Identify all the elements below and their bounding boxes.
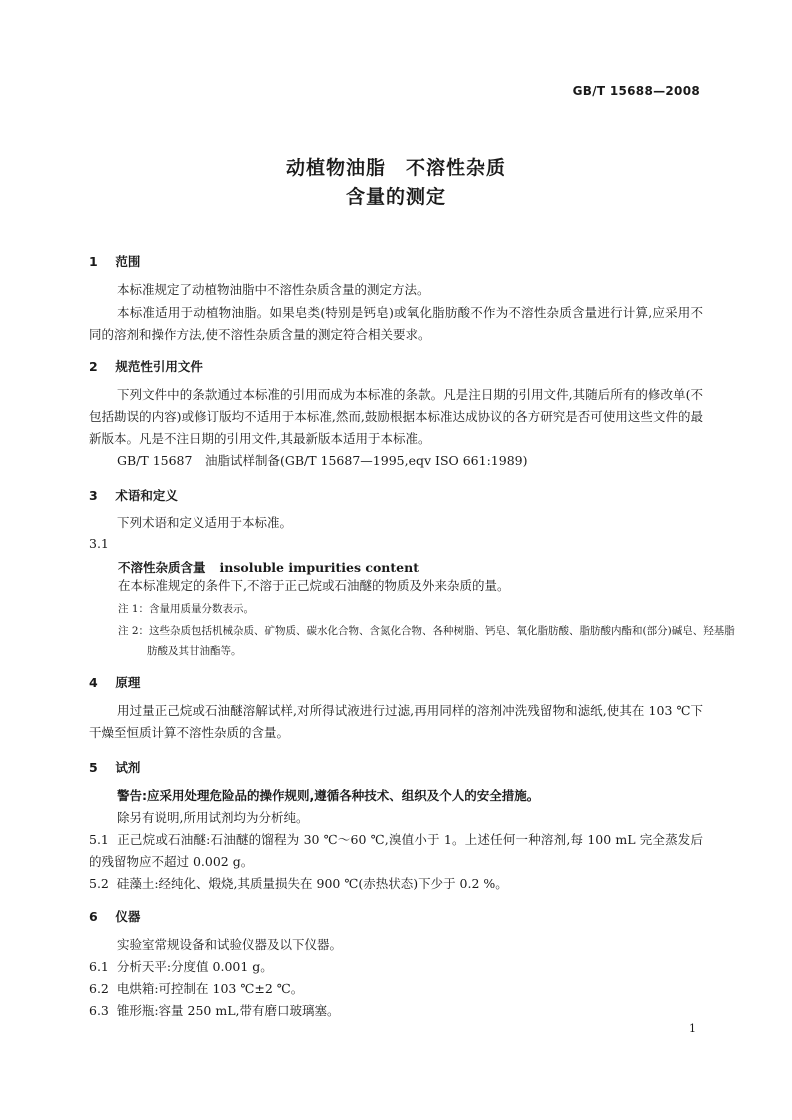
term-entry <box>118 558 419 576</box>
item-number: 5.1 <box>89 832 109 847</box>
section-number: 4 <box>89 675 98 690</box>
section-title: 试剂 <box>115 760 141 775</box>
item-number: 6.3 <box>89 1003 109 1018</box>
item-number: 6.2 <box>89 981 109 996</box>
section-number: 3 <box>89 488 98 503</box>
document-title-line1: 动植物油脂 不溶性杂质 <box>285 157 506 179</box>
item-text: 电烘箱:可控制在 103 ℃±2 ℃。 <box>116 981 304 996</box>
reagent-item-5-2 <box>89 873 703 895</box>
paragraph: 用过量正己烷或石油醚溶解试样,对所得试液进行过滤,再用同样的溶剂冲洗残留物和滤纸,使其在 103 ℃下干燥至恒质计算不溶性杂质的含量。 <box>89 703 703 740</box>
note-1: 注 1：含量用质量分数表示。 <box>118 603 255 615</box>
section-title: 仪器 <box>115 909 141 924</box>
section-title: 原理 <box>115 675 141 690</box>
section-title: 规范性引用文件 <box>115 359 203 374</box>
page-number: 1 <box>689 1022 696 1035</box>
item-text: 正己烷或石油醚:石油醚的馏程为 30 ℃～60 ℃,溴值小于 1。上述任何一种溶剂,每 100 mL 完全蒸发后的残留物应不超过 0.002 g。 <box>89 832 703 869</box>
section-4-heading <box>89 673 140 691</box>
item-text: 锥形瓶:容量 250 mL,带有磨口玻璃塞。 <box>116 1003 340 1018</box>
subsection-number: 3.1 <box>89 536 109 551</box>
paragraph: 本标准适用于动植物油脂。如果皂类(特别是钙皂)或氧化脂肪酸不作为不溶性杂质含量进行计算,应采用不同的溶剂和操作方法,使不溶性杂质含量的测定符合相关要求。 <box>89 305 703 342</box>
section-title: 范围 <box>115 254 141 269</box>
item-text: 分析天平:分度值 0.001 g。 <box>116 959 273 974</box>
reagent-item-5-1 <box>89 829 703 873</box>
item-number: 5.2 <box>89 876 109 891</box>
reference-item: GB/T 15687 油脂试样制备(GB/T 15687—1995,eqv ISO 661:1989) <box>117 453 528 468</box>
paragraph: 除另有说明,所用试剂均为分析纯。 <box>117 810 309 825</box>
safety-warning: 警告:应采用处理危险品的操作规则,遵循各种技术、组织及个人的安全措施。 <box>117 788 540 803</box>
section-number: 2 <box>89 359 98 374</box>
section-2-heading <box>89 357 203 375</box>
document-title-line2: 含量的测定 <box>345 186 446 208</box>
section-number: 6 <box>89 909 98 924</box>
section-1-heading <box>89 252 140 270</box>
apparatus-item-6-3 <box>89 1000 703 1022</box>
section-number: 1 <box>89 254 98 269</box>
paragraph: 下列术语和定义适用于本标准。 <box>117 515 293 530</box>
item-text: 硅藻土:经纯化、煅烧,其质量损失在 900 ℃(赤热状态)下少于 0.2 %。 <box>116 876 508 891</box>
paragraph: 下列文件中的条款通过本标准的引用而成为本标准的条款。凡是注日期的引用文件,其随后所有的修改单(不包括勘误的内容)或修订版均不适用于本标准,然而,鼓励根据本标准达成协议的各方研究是否可使用这些文件的最新版本。凡是不注日期的引用文件,其最新版本适用于本标准。 <box>89 387 703 446</box>
section-title: 术语和定义 <box>115 488 178 503</box>
standard-code: GB/T 15688—2008 <box>572 84 700 98</box>
term-definition: 在本标准规定的条件下,不溶于正己烷或石油醚的物质及外来杂质的量。 <box>118 578 510 593</box>
section-3-heading <box>89 486 178 504</box>
item-number: 6.1 <box>89 959 109 974</box>
paragraph: 实验室常规设备和试验仪器及以下仪器。 <box>117 937 343 952</box>
note-2: 注 2：这些杂质包括机械杂质、矿物质、碳水化合物、含氮化合物、各种树脂、钙皂、氧化脂肪酸、脂肪酸内酯和(部分)碱皂、羟基脂肪酸及其甘油酯等。 <box>118 625 735 657</box>
apparatus-item-6-1 <box>89 956 703 978</box>
section-number: 5 <box>89 760 98 775</box>
section-6-heading <box>89 907 140 925</box>
paragraph: 本标准规定了动植物油脂中不溶性杂质含量的测定方法。 <box>117 282 430 297</box>
term-english: insoluble impurities content <box>219 560 419 575</box>
section-5-heading <box>89 758 140 776</box>
term-chinese: 不溶性杂质含量 <box>118 560 206 575</box>
apparatus-item-6-2 <box>89 978 703 1000</box>
